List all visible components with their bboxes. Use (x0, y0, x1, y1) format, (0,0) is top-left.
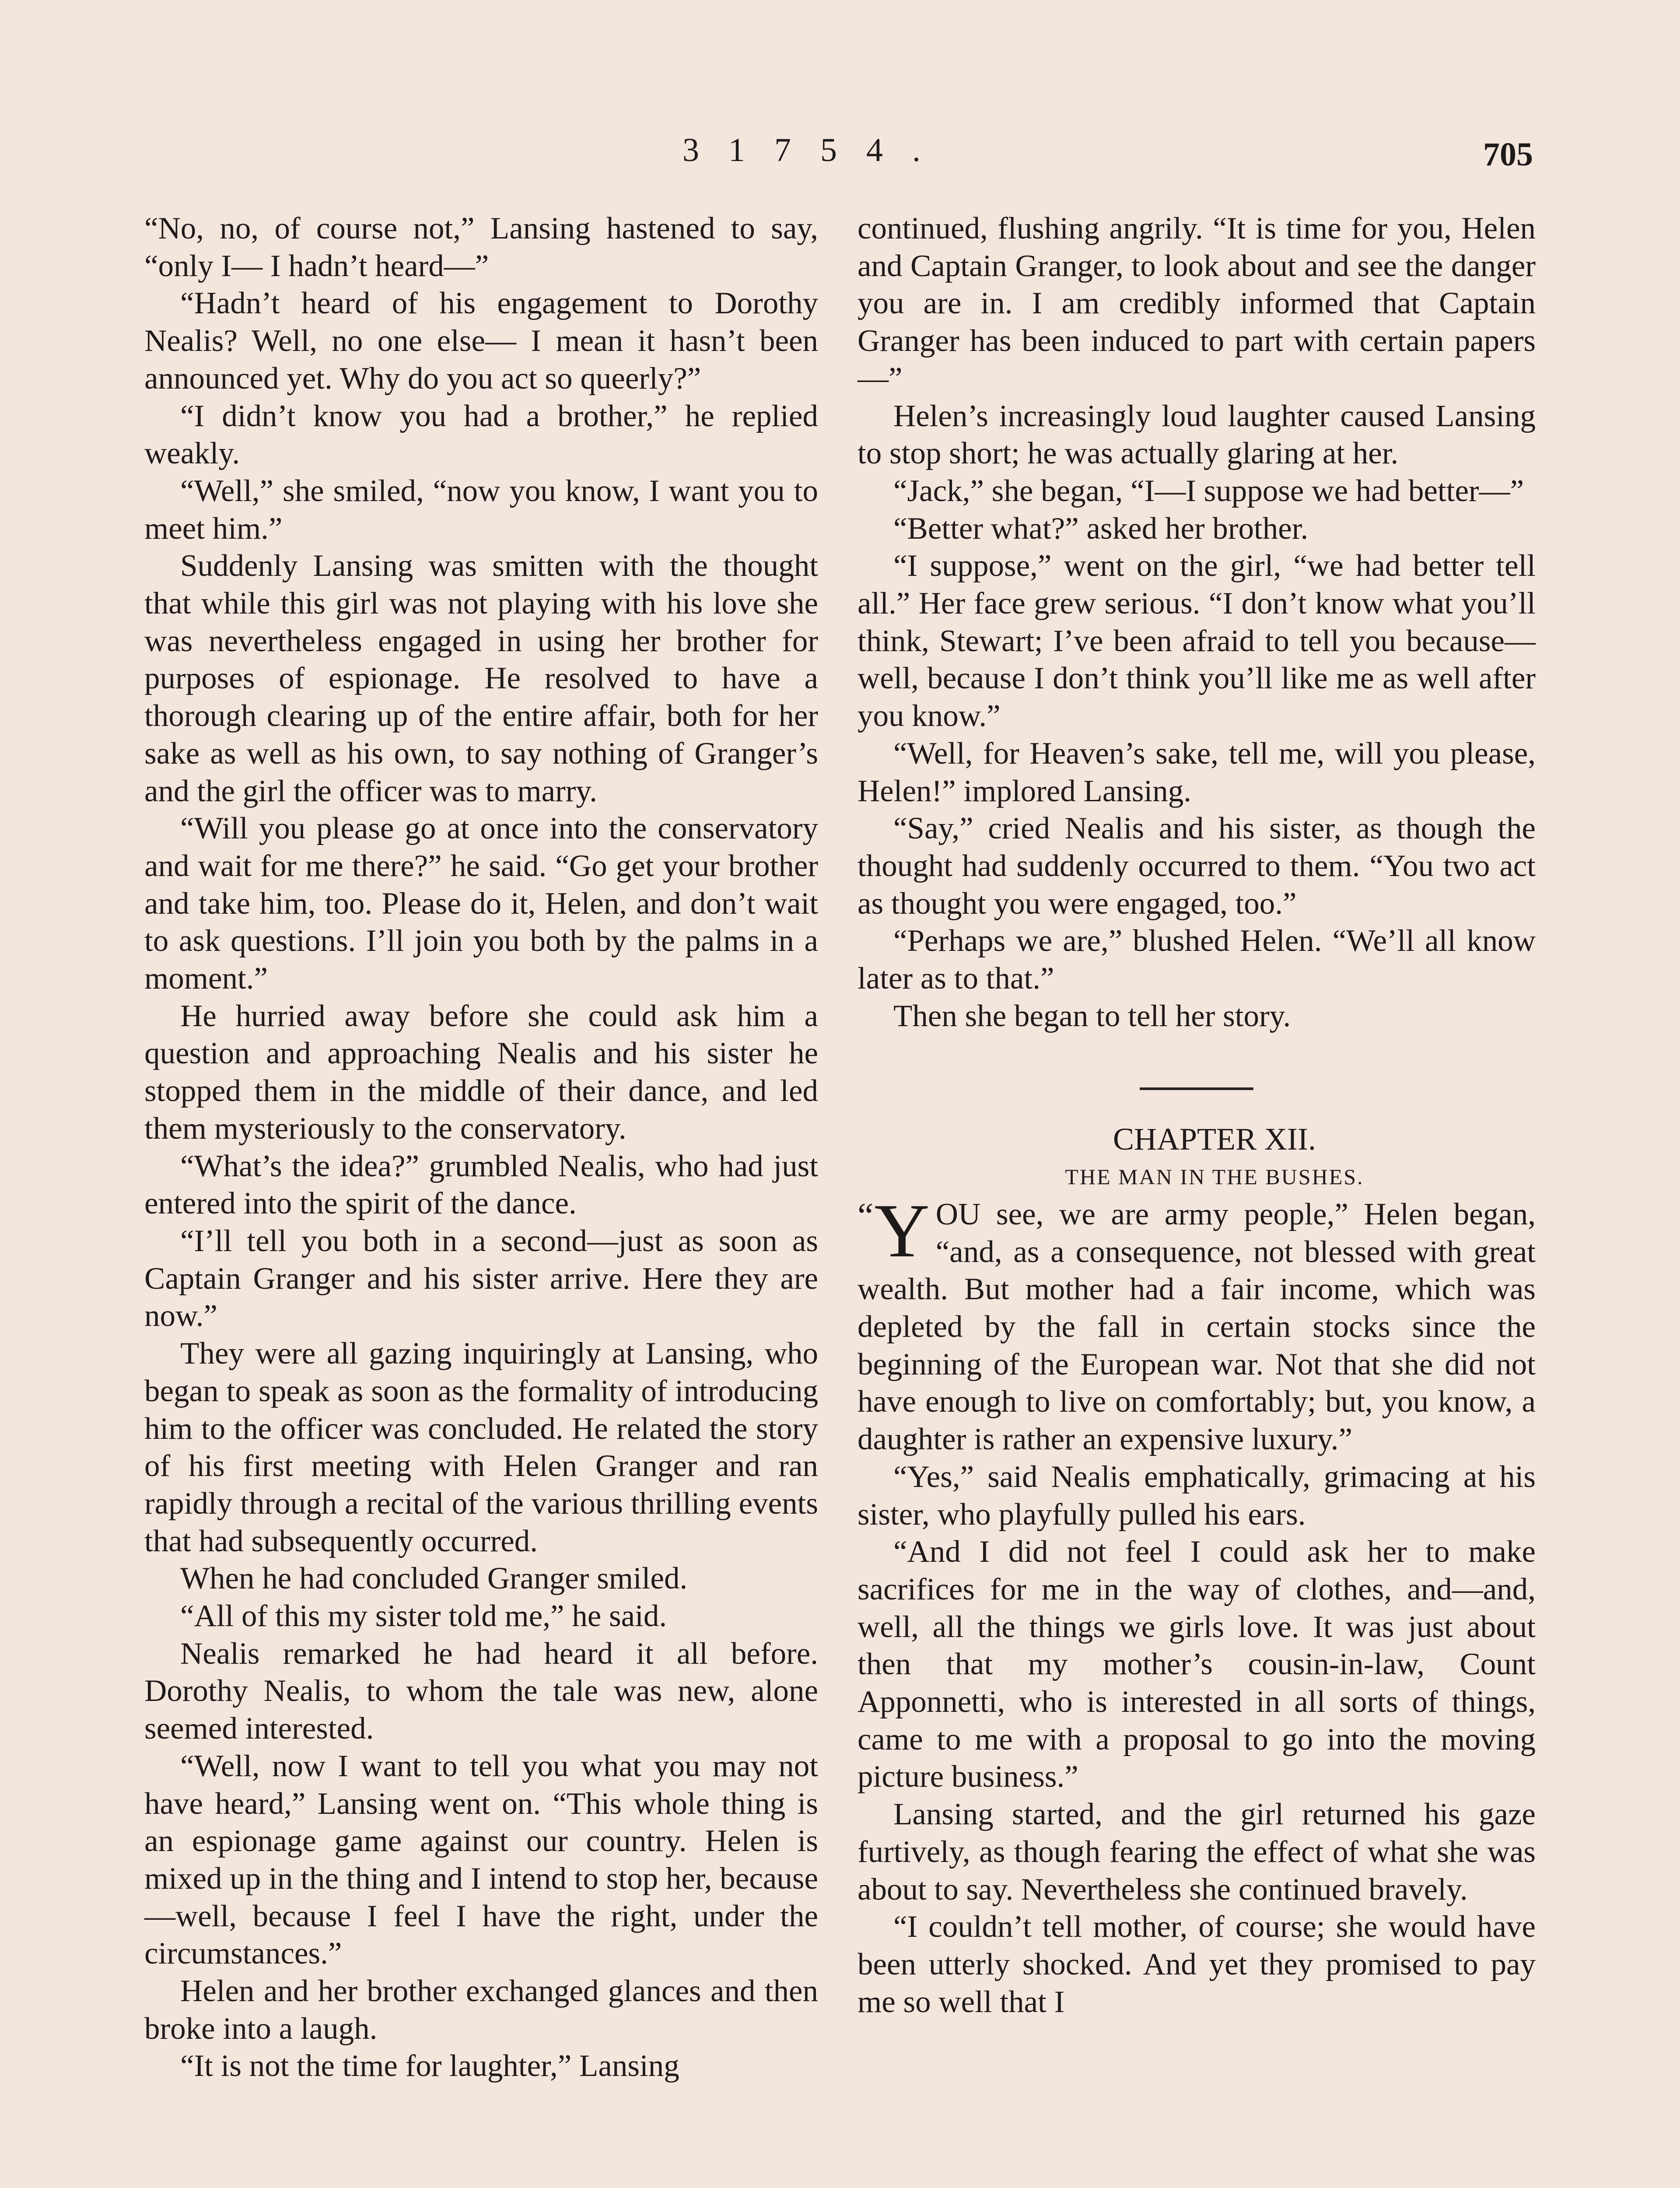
paragraph: Suddenly Lansing was smitten with the thought that while this girl was not playing with his love she was nevertheless engaged in using her brother for purposes of espionage. He resolved to have a thorough clearing up of the entire affair, both for her sake as well as his own, to say nothing of Granger’s and the girl the officer was to marry. (144, 549, 818, 808)
paragraph: “And I did not feel I could ask her to make sacrifices for me in the way of clothes, and—and, well, all the things we girls love. It was just about then that my mother’s cousin-in-law, Count Apponnetti, who is interested in all sorts of things, came to me with a proposal to go into the moving picture business.” (858, 1535, 1536, 1794)
paragraph-text: OU see, we are army people,” Helen began, “and, as a consequence, not blessed with great wealth. But mother had a fair income, which was depleted by the fall in certain stocks since the beginning of the European war. Not that she did not have enough to live on comfortably; but, you know, a daughter is rather an expensive luxury.” (858, 1197, 1536, 1457)
paragraph: Helen’s increasingly loud laughter caused Lansing to stop short; he was actually glaring at her. (858, 399, 1536, 471)
paragraph: “Say,” cried Nealis and his sister, as though the thought had suddenly occurred to them. “You two act as thought you were engaged, too.” (858, 811, 1536, 921)
paragraph: “It is not the time for laughter,” Lansing (180, 2049, 679, 2083)
paragraph: “Well, for Heaven’s sake, tell me, will you please, Helen!” implored Lansing. (858, 736, 1536, 808)
paragraph: “No, no, of course not,” Lansing hastened to say, “only I— I hadn’t heard—” (144, 211, 818, 283)
running-header-serial: 3 1 7 5 4 . (682, 132, 931, 168)
paragraph: continued, flushing angrily. “It is time for you, Helen and Captain Granger, to look about and see the danger you are in. I am credibly informed that Captain Granger has been induced to part with certain papers—” (858, 211, 1536, 396)
paragraph: “What’s the idea?” grumbled Nealis, who had just entered into the spirit of the dance. (144, 1149, 818, 1221)
page-number: 705 (1483, 136, 1533, 173)
chapter-subtitle: THE MAN IN THE BUSHES. (1065, 1164, 1364, 1189)
paragraph: Helen and her brother exchanged glances and then broke into a laugh. (144, 1974, 818, 2046)
paragraph: “I suppose,” went on the girl, “we had better tell all.” Her face grew serious. “I don’t know what you’ll think, Stewart; I’ve been afraid to tell you because—well, because I don’t think you’ll like me as well after you know.” (858, 549, 1536, 733)
paragraph: They were all gazing inquiringly at Lansing, who began to speak as soon as the formality of introducing him to the officer was concluded. He related the story of his first meeting with Helen Granger and ran rapidly through a recital of the various thrilling events that had subsequently occurred. (144, 1336, 818, 1558)
paragraph: “Hadn’t heard of his engagement to Dorothy Nealis? Well, no one else— I mean it hasn’t been announced yet. Why do you act so queerly?” (144, 286, 818, 396)
paragraph: “Yes,” said Nealis emphatically, grimacing at his sister, who playfully pulled his ears. (858, 1459, 1536, 1532)
paragraph: “All of this my sister told me,” he said. (180, 1599, 667, 1634)
paragraph: “Perhaps we are,” blushed Helen. “We’ll all know later as to that.” (858, 924, 1536, 996)
left-column (144, 210, 818, 2085)
opening-quote-mark: “ (858, 1195, 874, 1235)
chapter-opening-paragraph (858, 1188, 1536, 1459)
right-column (858, 210, 1536, 2021)
paragraph: Lansing started, and the girl returned his gaze furtively, as though fearing the effect of what she was about to say. Nevertheless she continued bravely. (858, 1797, 1536, 1907)
paragraph: “Better what?” asked her brother. (893, 511, 1309, 546)
paragraph: Then she began to tell her story. (893, 999, 1291, 1033)
paragraph: “Well, now I want to tell you what you may not have heard,” Lansing went on. “This whole thing is an espionage game against our country. Helen is mixed up in the thing and I intend to stop her, because —well, because I feel I have the right, under the circumstances.” (144, 1749, 818, 1971)
paragraph: “Jack,” she began, “I—I suppose we had better—” (893, 473, 1524, 508)
paragraph: “Well,” she smiled, “now you know, I want you to meet him.” (144, 473, 818, 546)
paragraph: He hurried away before she could ask him a question and approaching Nealis and his sister he stopped them in the middle of their dance, and led them mysteriously to the conservatory. (144, 999, 818, 1146)
drop-cap: Y (874, 1188, 930, 1273)
paragraph: “I couldn’t tell mother, of course; she would have been utterly shocked. And yet they promised to pay me so well that I (858, 1910, 1536, 2019)
paragraph: “I didn’t know you had a brother,” he replied weakly. (144, 399, 818, 471)
paragraph: Nealis remarked he had heard it all before. Dorothy Nealis, to whom the tale was new, alone seemed interested. (144, 1636, 818, 1746)
paragraph: “Will you please go at once into the conservatory and wait for me there?” he said. “Go get your brother and take him, too. Please do it, Helen, and don’t wait to ask questions. I’ll join you both by the palms in a moment.” (144, 811, 818, 996)
paragraph: “I’ll tell you both in a second—just as soon as Captain Granger and his sister arrive. Here they are now.” (144, 1224, 818, 1333)
paragraph: When he had concluded Granger smiled. (180, 1561, 688, 1596)
chapter-title: CHAPTER XII. (1113, 1122, 1316, 1157)
section-divider (1140, 1087, 1253, 1090)
